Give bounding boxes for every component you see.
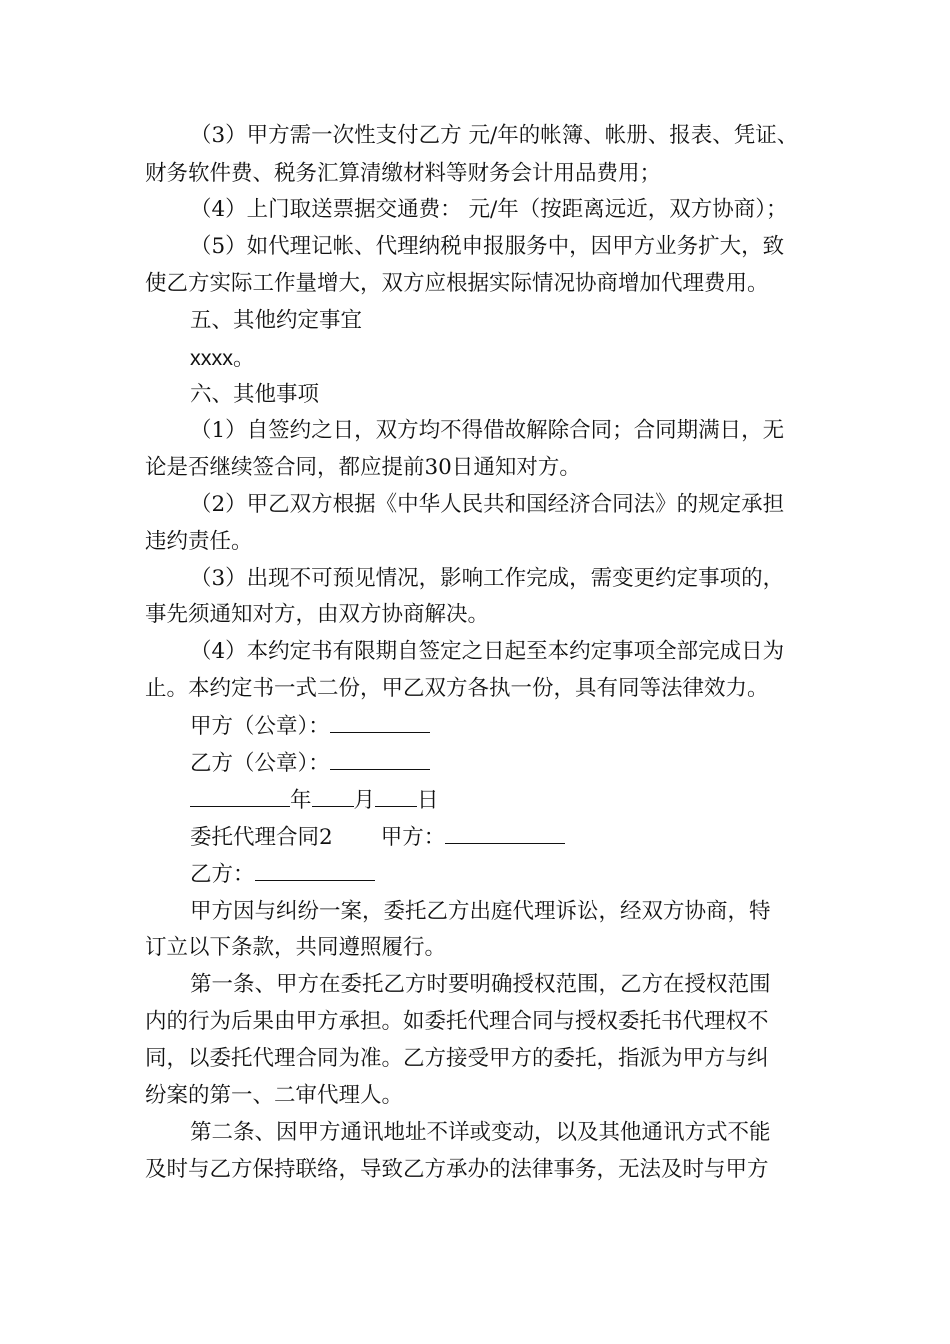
paragraph-line: （4）本约定书有限期自签定之日起至本约定事项全部完成日为 bbox=[190, 639, 785, 664]
paragraph-line: xxxx。 bbox=[190, 346, 255, 370]
paragraph-line: （2）甲乙双方根据《中华人民共和国经济合同法》的规定承担 bbox=[190, 492, 785, 517]
paragraph-line: 财务软件费、税务汇算清缴材料等财务会计用品费用； bbox=[145, 161, 662, 186]
paragraph-line: 止。本约定书一式二份，甲乙双方各执一份，具有同等法律效力。 bbox=[145, 676, 769, 701]
paragraph-line: 纷案的第一、二审代理人。 bbox=[145, 1083, 404, 1108]
section-heading: 六、其他事项 bbox=[190, 382, 320, 407]
paragraph-line: 及时与乙方保持联络，导致乙方承办的法律事务，无法及时与甲方 bbox=[145, 1157, 769, 1182]
paragraph-line: 违约责任。 bbox=[145, 529, 253, 554]
signature-date bbox=[190, 786, 830, 815]
party-a-blank bbox=[445, 823, 565, 844]
signature-label: 乙方（公章）： bbox=[190, 751, 330, 776]
year-label: 年 bbox=[290, 788, 312, 813]
contract2-party-b bbox=[190, 860, 830, 889]
signature-blank bbox=[330, 749, 430, 770]
signature-party-a bbox=[190, 712, 830, 741]
paragraph-line: （1）自签约之日，双方均不得借故解除合同；合同期满日，无 bbox=[190, 418, 785, 443]
paragraph-line: （5）如代理记帐、代理纳税申报服务中，因甲方业务扩大，致 bbox=[190, 234, 785, 259]
paragraph-line: 内的行为后果由甲方承担。如委托代理合同与授权委托书代理权不 bbox=[145, 1009, 769, 1034]
signature-party-b bbox=[190, 749, 830, 778]
party-b-blank bbox=[255, 860, 375, 881]
paragraph-line: （3）出现不可预见情况，影响工作完成，需变更约定事项的， bbox=[190, 566, 785, 591]
paragraph-line: 订立以下条款，共同遵照履行。 bbox=[145, 935, 447, 960]
year-blank bbox=[190, 786, 290, 807]
contract2-party-b-label: 乙方： bbox=[190, 862, 255, 887]
paragraph-line: 第二条、因甲方通讯地址不详或变动，以及其他通讯方式不能 bbox=[190, 1120, 771, 1145]
contract2-title: 委托代理合同2 bbox=[190, 825, 333, 850]
paragraph-line: 第一条、甲方在委托乙方时要明确授权范围，乙方在授权范围 bbox=[190, 972, 771, 997]
signature-label: 甲方（公章）： bbox=[190, 714, 330, 739]
day-label: 日 bbox=[417, 788, 439, 813]
paragraph-line: 使乙方实际工作量增大，双方应根据实际情况协商增加代理费用。 bbox=[145, 271, 769, 296]
month-label: 月 bbox=[353, 788, 376, 813]
day-blank bbox=[375, 786, 417, 807]
paragraph-line: 甲方因与纠纷一案，委托乙方出庭代理诉讼，经双方协商，特 bbox=[190, 899, 771, 924]
paragraph-line: 同，以委托代理合同为准。乙方接受甲方的委托，指派为甲方与纠 bbox=[145, 1046, 769, 1071]
paragraph-line: 论是否继续签合同，都应提前30日通知对方。 bbox=[145, 455, 581, 480]
contract2-party-a-label: 甲方： bbox=[380, 825, 446, 850]
contract2-header bbox=[190, 823, 830, 852]
signature-blank bbox=[330, 712, 430, 733]
paragraph-line: 事先须通知对方，由双方协商解决。 bbox=[145, 602, 490, 627]
month-blank bbox=[312, 786, 354, 807]
paragraph-line: （3）甲方需一次性支付乙方 元/年的帐簿、帐册、报表、凭证、 bbox=[190, 123, 799, 148]
paragraph-line: （4）上门取送票据交通费： 元/年（按距离远近，双方协商）； bbox=[190, 197, 788, 222]
section-heading: 五、其他约定事宜 bbox=[190, 308, 363, 333]
